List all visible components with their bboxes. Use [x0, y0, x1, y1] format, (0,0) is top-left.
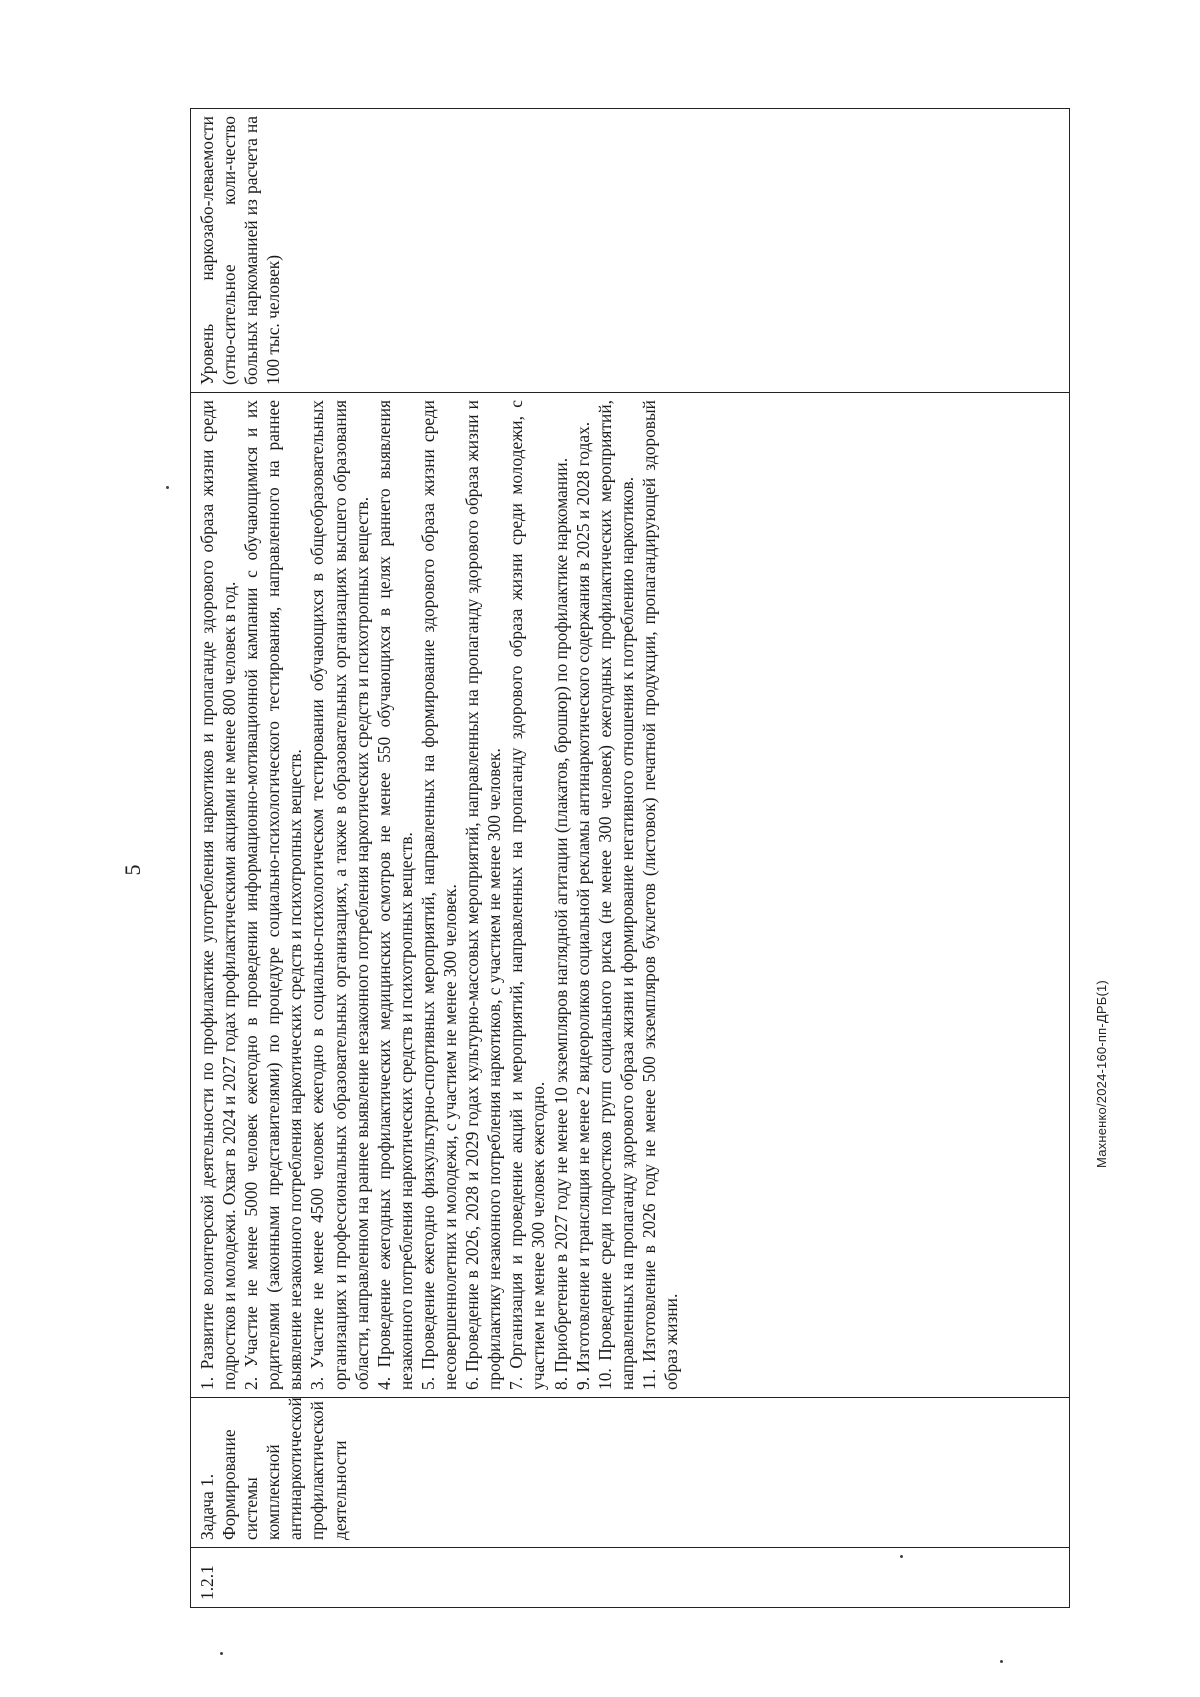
measure-item: 4. Проведение ежегодных профилактических медицинских осмотров не менее 550 обучающихся в целях раннего выявления незаконного потребления наркотических средств и психотропных веществ.	[373, 400, 416, 1390]
measure-item: 8. Приобретение в 2027 году не менее 10 экземпляров наглядной агитации (плакатов, брошюр) по профилактике наркомании.	[550, 457, 571, 1390]
scan-speck	[900, 1555, 903, 1558]
measure-item: 6. Проведение в 2026, 2028 и 2029 годах культурно-массовых мероприятий, направленных на пропаганду здорового образа жизни и профилактику незаконного потребления наркотиков, с участием не менее 300 человек.	[462, 400, 505, 1390]
task-cell	[191, 1398, 1070, 1548]
row-number: 1.2.1	[197, 1565, 217, 1600]
measure-item: 7. Организация и проведение акций и мероприятий, направленных на пропаганду здорового образа жизни среди молодежи, с участием не менее 300 человек ежегодно.	[506, 400, 549, 1390]
table-row	[191, 109, 1070, 1608]
document-table-rotated	[190, 108, 1070, 1608]
measure-item: 1. Развитие волонтерской деятельности по профилактике употребления наркотиков и пропаганде здорового образа жизни среди подростков и молодежи. Охват в 2024 и 2027 годах профилактическими акциями не менее 800 человек в год.	[197, 400, 240, 1390]
measure-item: 9. Изготовление и трансляция не менее 2 видеороликов социальной рекламы антинаркотического содержания в 2025 и 2028 годах.	[572, 421, 593, 1390]
document-footer-code: Махненко/2024-160-пп-ДРБ(1)	[1094, 980, 1109, 1168]
measure-item: 10. Проведение среди подростков групп социального риска (не менее 300 человек) ежегодных профилактических мероприятий, направленных на пропаганду здорового образа жизни и формирование негативного отношения к потреблению наркотиков.	[594, 400, 637, 1390]
page-number: 5	[120, 864, 145, 876]
program-table	[190, 108, 1070, 1608]
measure-item: 3. Участие не менее 4500 человек ежегодно в социально-психологическом тестировании обучающихся в общеобразовательных организациях и профессиональных образовательных организациях, а также в образовательных организациях высшего образования области, направленном на раннее выявление незаконного потребления наркотических средств и психотропных веществ.	[307, 400, 372, 1390]
scan-speck	[1000, 1660, 1003, 1663]
indicator-text: Уровень наркозабо-леваемости (отно-сительное коли-чество больных наркоманией из расчета на 100 тыс. человек)	[197, 116, 284, 385]
scan-speck	[220, 1652, 223, 1655]
scan-speck	[166, 486, 169, 489]
measure-item: 2. Участие не менее 5000 человек ежегодно в проведении информационно-мотивационной кампании с обучающимися и их родителями (законными представителями) по процедуре социально-психологического тестирования, направленного на раннее выявление незаконного потребления наркотических средств и психотропных веществ.	[241, 400, 306, 1390]
row-number-cell	[191, 1548, 1070, 1608]
task-text: Задача 1. Формирование системы комплексной антинаркотической профилактической деятельности	[197, 1397, 350, 1540]
measure-item: 5. Проведение ежегодно физкультурно-спортивных мероприятий, направленных на формирование здорового образа жизни среди несовершеннолетних и молодежи, с участием не менее 300 человек.	[417, 400, 461, 1390]
indicator-cell	[191, 109, 1070, 393]
measure-item: 11. Изготовление в 2026 году не менее 500 экземпляров буклетов (листовок) печатной продукции, пропагандирующей здоровый образ жизни.	[638, 400, 681, 1390]
measures-cell	[191, 393, 1070, 1398]
